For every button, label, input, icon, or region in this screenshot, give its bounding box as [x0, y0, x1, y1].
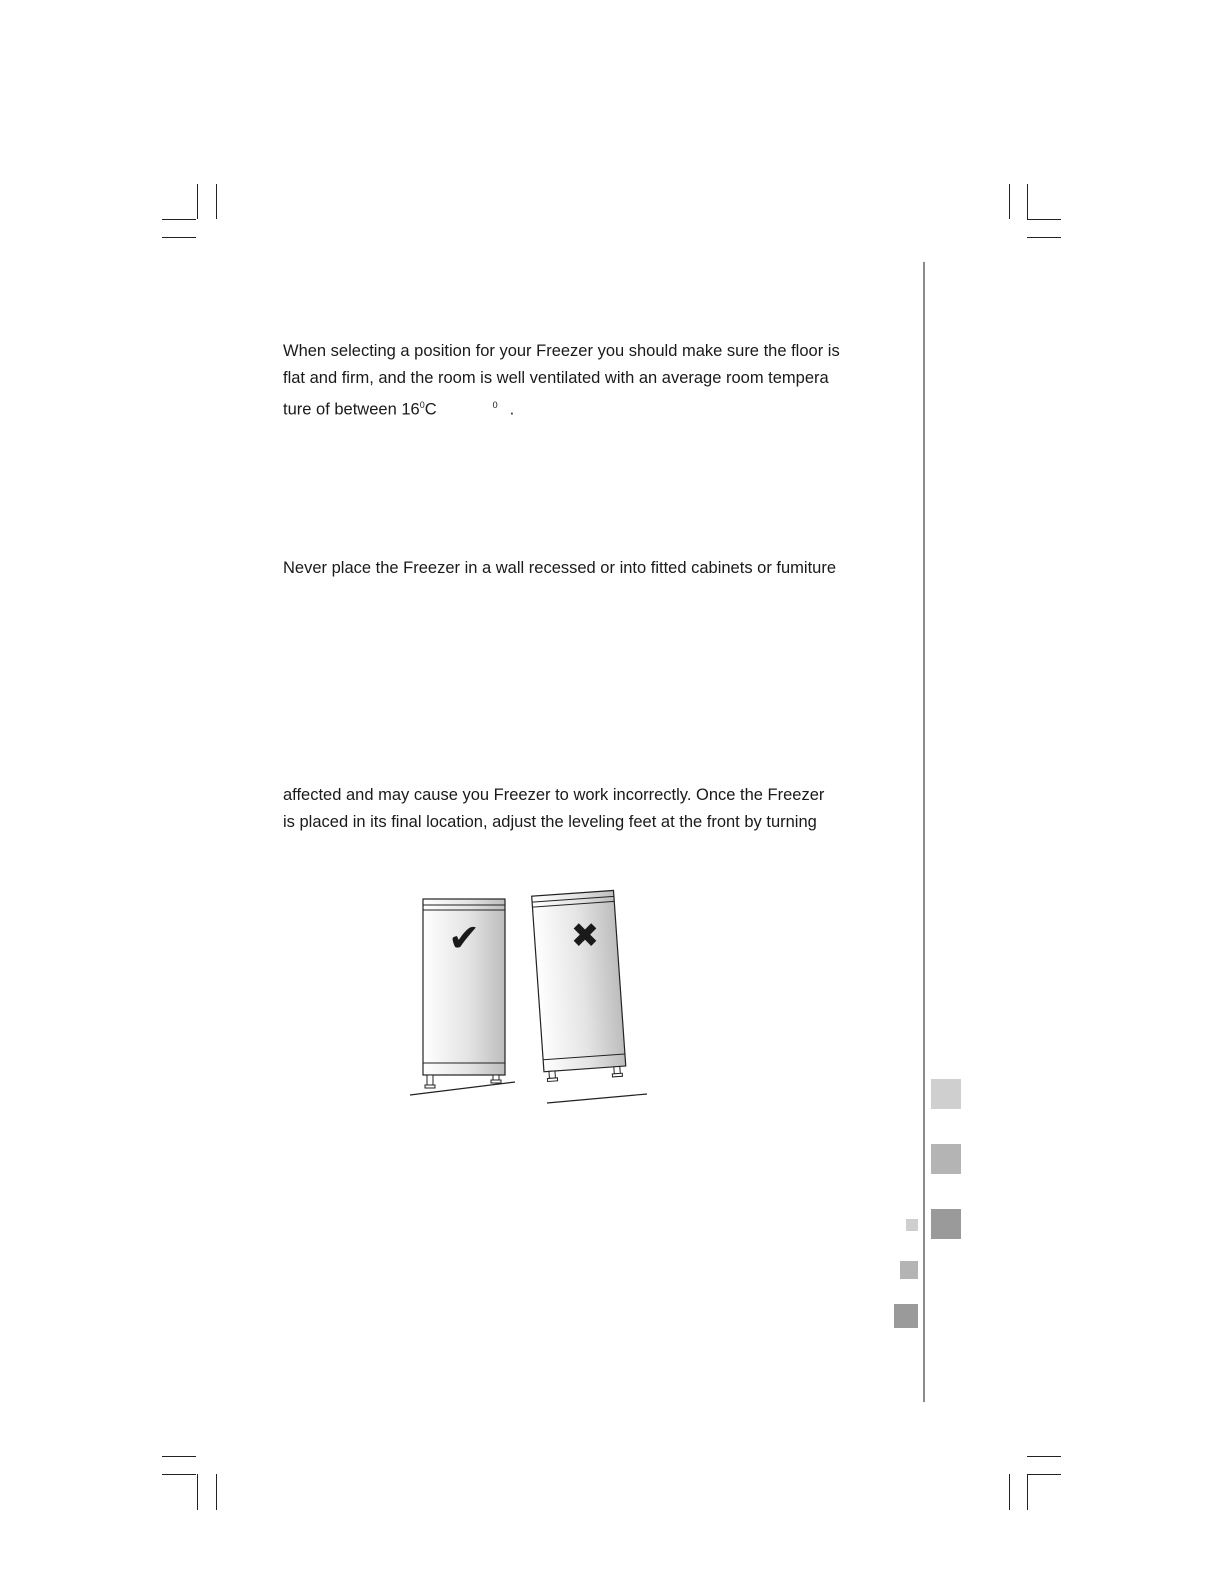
- freezer-leveling-illustration: [405, 885, 665, 1110]
- crop-mark: [197, 1474, 198, 1510]
- crop-mark: [1027, 219, 1061, 220]
- degree-mark: 0: [492, 400, 498, 410]
- color-swatch-dark: [931, 1209, 961, 1239]
- text-line: flat and firm, and the room is well ventilated with an average room tempera: [283, 369, 829, 387]
- crop-mark: [1027, 1456, 1061, 1457]
- text-fragment: .: [509, 400, 515, 419]
- checkmark-icon: ✔: [448, 916, 480, 960]
- crop-mark: [1009, 1474, 1010, 1510]
- crop-mark: [1027, 1474, 1061, 1475]
- text-line: Never place the Freezer in a wall recessed or into fitted cabinets or fumiture: [283, 559, 837, 577]
- text-line: [283, 392, 840, 424]
- crop-mark: [162, 1456, 196, 1457]
- text-line: is placed in its final location, adjust the leveling feet at the front by turning: [283, 813, 817, 831]
- cross-icon: ✖: [570, 916, 600, 956]
- color-swatch-light: [931, 1079, 961, 1109]
- crop-mark: [1009, 184, 1010, 219]
- crop-mark: [1027, 184, 1028, 219]
- text-fragment: ture of between 16: [283, 400, 420, 419]
- color-swatch-small-dark: [894, 1304, 918, 1328]
- paragraph-placement-warning: [283, 555, 836, 582]
- crop-mark: [162, 219, 196, 220]
- margin-rule: [923, 262, 925, 1402]
- crop-mark: [216, 184, 217, 219]
- color-swatch-small-light: [906, 1219, 918, 1231]
- color-swatch-small-mid: [900, 1261, 918, 1279]
- crop-mark: [1027, 237, 1061, 238]
- crop-mark: [197, 184, 198, 219]
- paragraph-room-position: [283, 338, 840, 424]
- color-swatch-mid: [931, 1144, 961, 1174]
- crop-mark: [216, 1474, 217, 1510]
- paragraph-leveling: [283, 782, 824, 836]
- crop-mark: [1027, 1474, 1028, 1510]
- crop-mark: [162, 1474, 196, 1475]
- degree-mark: 0: [419, 400, 425, 410]
- text-line: affected and may cause you Freezer to work incorrectly. Once the Freezer: [283, 786, 825, 804]
- text-line: When selecting a position for your Freezer you should make sure the floor is: [283, 342, 840, 360]
- text-fragment: C: [424, 400, 437, 419]
- crop-mark: [162, 237, 196, 238]
